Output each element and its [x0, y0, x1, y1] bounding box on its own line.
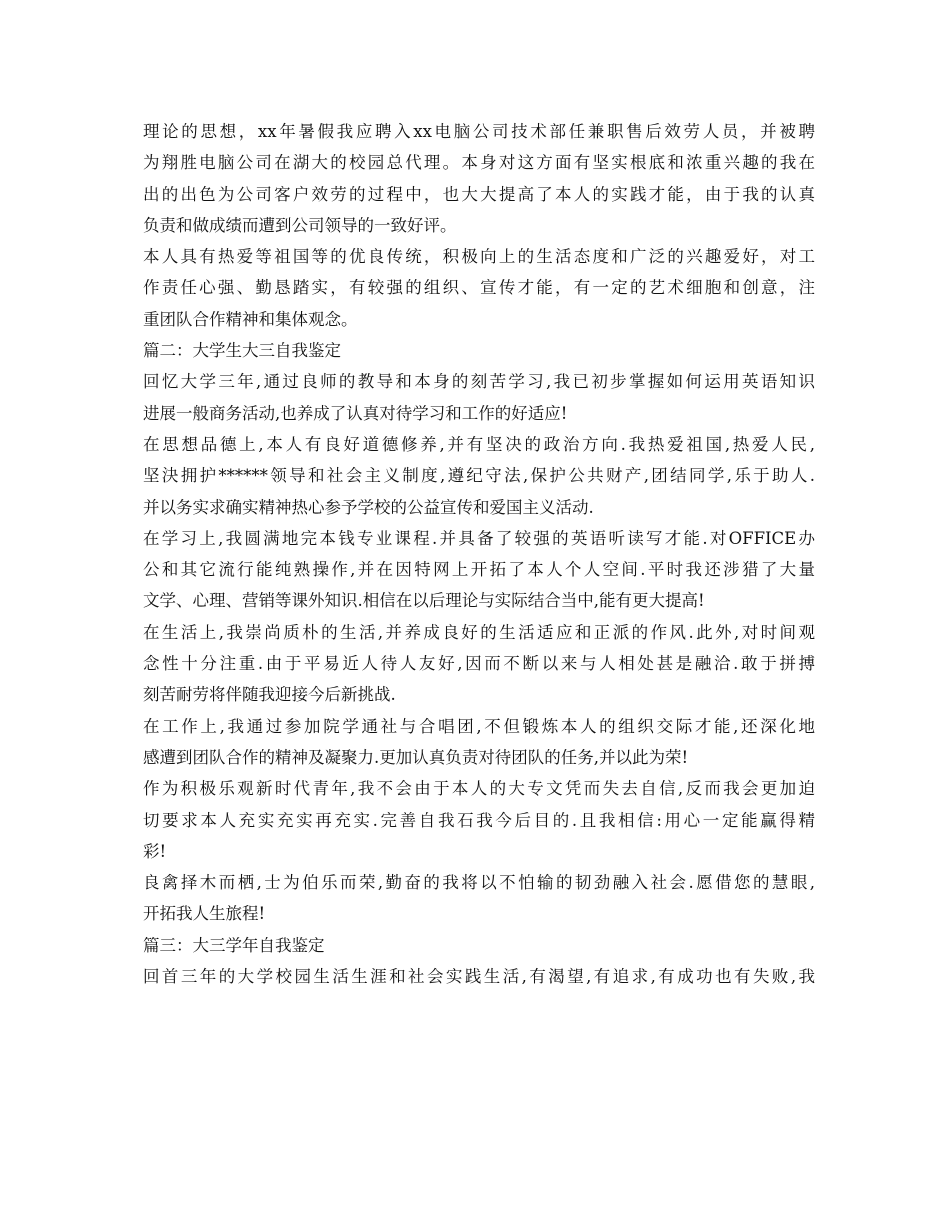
text-line: 在工作上,我通过参加院学通社与合唱团,不但锻炼本人的组织交际才能,还深化地: [143, 716, 815, 736]
text-line: 文学、心理、营销等课外知识.相信在以后理论与实际结合当中,能有更大提高!: [143, 591, 705, 611]
text-line: 切要求本人充实充实再充实.完善自我石我今后目的.且我相信:用心一定能赢得精: [143, 810, 815, 830]
document-body: [143, 116, 815, 992]
text-line: 刻苦耐劳将伴随我迎接今后新挑战.: [143, 685, 396, 705]
text-line: 并以务实求确实精神热心参予学校的公益宣传和爱国主义活动.: [143, 497, 594, 517]
text-line: 篇二：大学生大三自我鉴定: [143, 341, 341, 361]
text-line: 念性十分注重.由于平易近人待人友好,因而不断以来与人相处甚是融洽.敢于拼搏: [143, 654, 815, 674]
text-line: 感遭到团队合作的精神及凝聚力.更加认真负责对待团队的任务,并以此为荣!: [143, 747, 689, 767]
text-line: 为翔胜电脑公司在湖大的校园总代理。本身对这方面有坚实根底和浓重兴趣的我在: [143, 153, 815, 173]
text-line: 作责任心强、勤恳踏实，有较强的组织、宣传才能，有一定的艺术细胞和创意，注: [143, 278, 815, 298]
text-line: 出的出色为公司客户效劳的过程中，也大大提高了本人的实践才能，由于我的认真: [143, 184, 815, 204]
text-line: 负责和做成绩而遭到公司领导的一致好评。: [143, 215, 457, 235]
text-line: 进展一般商务活动,也养成了认真对待学习和工作的好适应!: [143, 403, 568, 423]
text-line: 作为积极乐观新时代青年,我不会由于本人的大专文凭而失去自信,反而我会更加迫: [143, 779, 815, 799]
text-line: 在生活上,我崇尚质朴的生活,并养成良好的生活适应和正派的作风.此外,对时间观: [143, 622, 815, 642]
text-line: 理论的思想，xx年暑假我应聘入xx电脑公司技术部任兼职售后效劳人员，并被聘: [143, 122, 815, 141]
text-line: 坚決拥护******领导和社会主义制度,遵纪守法,保护公共财产,团结同学,乐于助人.: [143, 466, 815, 486]
text-line: 本人具有热爱等祖国等的优良传统，积极向上的生活态度和广泛的兴趣爱好，对工: [143, 247, 815, 267]
text-line: 重团队合作精神和集体观念。: [143, 309, 358, 329]
text-line: 在学习上,我圆满地完本钱专业课程.并具备了较强的英语听读写才能.对OFFICE办: [143, 528, 815, 548]
text-line: 篇三：大三学年自我鉴定: [143, 935, 325, 955]
text-line: 彩!: [143, 841, 167, 861]
text-line: 在思想品德上,本人有良好道德修养,并有坚决的政治方向.我热爱祖国,热爱人民,: [143, 434, 815, 454]
text-line: 公和其它流行能纯熟操作,并在因特网上开拓了本人个人空间.平时我还涉猎了大量: [143, 560, 815, 580]
text-line: 回忆大学三年,通过良师的教导和本身的刻苦学习,我已初步掌握如何运用英语知识: [143, 372, 815, 392]
text-line: 回首三年的大学校园生活生涯和社会实践生活,有渴望,有追求,有成功也有失败,我: [143, 967, 815, 987]
text-line: 开拓我人生旅程!: [143, 904, 266, 924]
text-line: 良禽择木而栖,士为伯乐而荣,勤奋的我将以不怕输的韧劲融入社会.愿借您的慧眼,: [143, 873, 815, 893]
